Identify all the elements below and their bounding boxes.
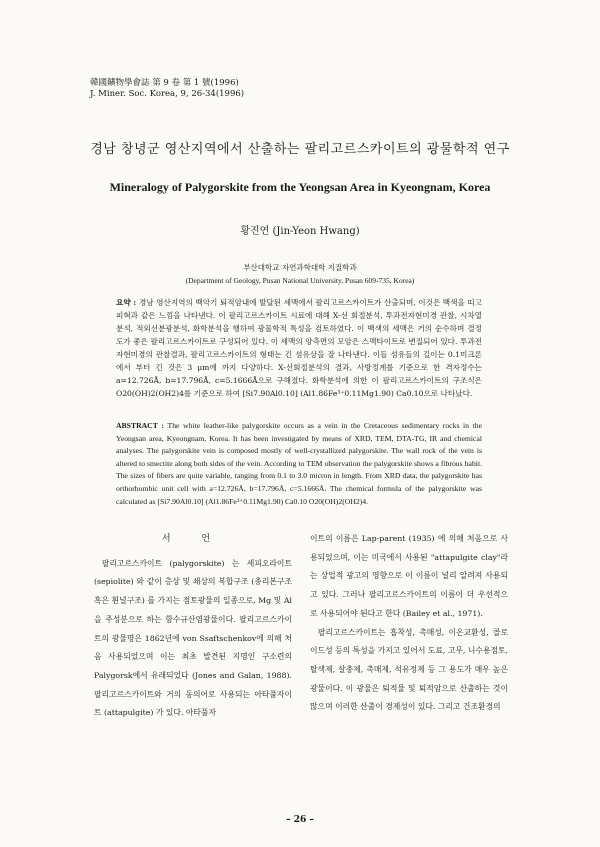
section-heading: 서 언 [161, 534, 225, 544]
abstract-korean [116, 296, 482, 400]
body-paragraph: 팔리고르스카이트 (palygorskite) 는 세피오라이트 (sepiolite) 와 같이 층상 및 쇄상의 복합구조 (충리본구조 혹은 휜널구조) 를 가지는 점토광물의 일종으로, Mg 및 Al을 주성분으로 하는 함수규산염광물이다. 팔리고르스카이트의 광물명은 1862년에 von Ssaftschenkov에 의해 처음 사용되었으며 이는 최초 발견된 지명인 구소련의 Palygorsk에서 유래되었다 (Jones and Galan, 1988). 팔리고르스카이트와 거의 동의어로 사용되는 아타풀자이트 (attapulgite) 가 있다. 아타풀자 [94, 558, 292, 718]
paper-title-english: Mineralogy of Palygorskite from the Yeongsan Area in Kyeongnam, Korea [109, 180, 491, 194]
author: 황진연 (Jin-Yeon Hwang) [240, 226, 360, 237]
body-column-right [310, 530, 508, 717]
journal-line-korean: 韓國鑛物學會誌 第 9 卷 第 1 號(1996) [90, 78, 239, 88]
paper-title-korean: 경남 창녕군 영산지역에서 산출하는 팔리고르스카이트의 광물학적 연구 [90, 142, 510, 157]
abstract-korean-label: 요약 : [116, 298, 139, 307]
body-paragraph: 이트의 이름은 Lap-parent (1935) 에 의해 처음으로 사용되었으며, 이는 미국에서 사용된 "attapulgite clay"라는 상업적 광고의 영향으로 이 이름이 널리 알려져 사용되고 있다. 그러나 팔리고르스카이트의 이름이 더 우선적으로 사용되어야 된다고 한다 (Bailey et al., 1971). [310, 534, 508, 618]
affiliation-korean: 부산대학교 자연과학대학 지질학과 [243, 263, 357, 272]
affiliation-english: (Department of Geology, Pusan National University, Pusan 609-735, Korea) [185, 276, 415, 285]
page-number: – 26 – [286, 815, 314, 825]
body-paragraph: 팔리고르스카이트는 흡착성, 촉매성, 이온교환성, 콜로이드성 등의 특성을 가지고 있어서 도료, 고무, 니수용점토, 탈색제, 살충제, 촉매제, 석유정제 등 그 용도가 매우 높은 광물이다. 이 광물은 퇴적물 및 퇴적암으로 산출하는 것이 많으며 이러한 산출이 경제성이 있다. 그리고 건조환경의 [310, 627, 509, 712]
abstract-english-text: The white leather-like palygorskite occurs as a vein in the Cretaceous sedimentary rocks in the Yeongsan area, Kyeongnam, Korea. It has been investigated by means of XRD, TEM, DTA-TG, IR and chemical analyses. The palygorskite vein is composed mostly of well-crystallized palygorskite. The wall rock of the vein is altered to smectite along both sides of the vein. According to TEM observation the palygorskite shows a fibrous habit. The sizes of fibers are quite variable, ranging from 0.1 to 3.0 micron in length. From XRD data, the palygorskite has orthorhombic unit cell with a=12.726Å, b=17.796Å, c=5.1666Å. The chemical formula of the palygorskite was calculated as [Si7.90Al0.10] (Al1.86Fe³⁺0.11Mg1.90) Ca0.10 O20(OH)2(OH2)4. [116, 421, 483, 506]
journal-line-english: J. Miner. Soc. Korea, 9, 26-34(1996) [90, 89, 245, 99]
body-column-left [94, 530, 292, 723]
abstract-english-label: ABSTRACT : [116, 421, 168, 430]
journal-citation [90, 78, 244, 100]
abstract-korean-text: 경남 영산지역의 백악기 퇴적암내에 발달된 세맥에서 팔리고르스카이트가 산출되며, 이것은 백색을 띠고 피혁과 같은 느낌을 나타낸다. 이 팔리고르스카이트 시료에 대해 X-선 회절분석, 투과전자현미경 관찰, 시차열분석, 적외선분광분석, 화학분석을 행하여 광물학적 특성을 검토하였다. 이 백색의 세맥은 거의 순수하며 결정도가 좋은 팔리고르스카이트로 구성되어 있다. 이 세맥의 양측면의 모암은 스멕타이트로 변질되어 있다. 투과전자현미경의 관찰결과, 팔리고르스카이트의 형태는 긴 섬유상을 잘 나타낸다. 이들 섬유들의 길이는 0.1미크론에서 부터 긴 것은 3 μm에 까지 다양하다. X-선회절분석의 결과, 사방정계를 기준으로 한 격자정수는 a=12.726Å, b=17.796Å, c=5.1666Å으로 구해졌다. 화학분석에 의한 이 팔리고르스카이트의 구조식은 O20(OH)2(OH2)4를 기준으로 하여 [Si7.90Al0.10] (Al1.86Fe³⁺0.11Mg1.90) Ca0.10으로 나타났다. [116, 298, 483, 398]
abstract-english [116, 420, 482, 508]
